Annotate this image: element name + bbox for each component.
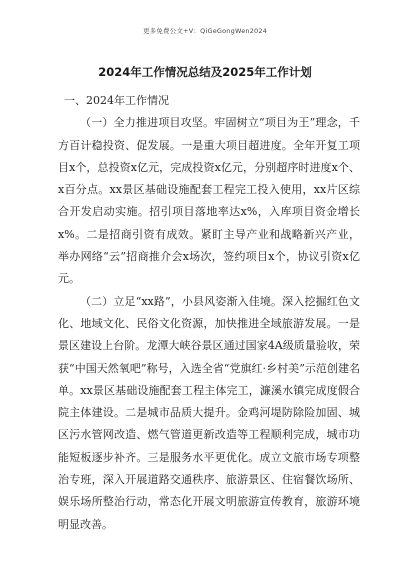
section-heading: 一、2024年工作情况 (64, 94, 169, 107)
paragraph-tourism-development: （二）立足“xx路”，小县风姿渐入佳境。深入挖掘红色文化、地域文化、民俗文化资源，加快推进全域旅游发展。一是景区建设上台阶。龙潭大峡谷景区通过国家4A级质量验收，荣获“中国天然氧吧”称号，入选全省“党旗红·乡村美”示范创建名单。xx景区基础设施配套工程主体完工，濂溪水镇完成度假合院主体建设。二是城市品质大提升。金鸡河堤防除险加固、城区污水管网改造、燃气管道更新改造等工程顺利完成，城市功能短板逐步补齐。三是服务水平更优化。成立文旅市场专项整治专班，深入开展道路交通秩序、旅游景区、住宿餐饮场所、娱乐场所整治行动，常态化开展文明旅游宣传教育，旅游环境明显改善。 (58, 294, 360, 531)
document-title: 2024年工作情况总结及2025年工作计划 (98, 65, 312, 79)
document-body (58, 90, 360, 536)
header-note: 更多免费公文+V：QiGeGongWen2024 (142, 27, 268, 35)
paragraph-project-push: （一）全力推进项目攻坚。牢固树立“项目为王”理念，千方百计稳投资、促发展。一是重大项目超进度。全年开复工项目x个，总投资x亿元，完成投资x亿元，分别超序时进度x个、x百分点。xx景区基础设施配套工程完工投入使用，xx片区综合开发启动实施。招引项目落地率达x%，入库项目资金增长x%。二是招商引资有成效。紧盯主导产业和战略新兴产业，举办网络“云”招商推介会x场次，签约项目x个，协议引资x亿元。 (58, 116, 360, 286)
